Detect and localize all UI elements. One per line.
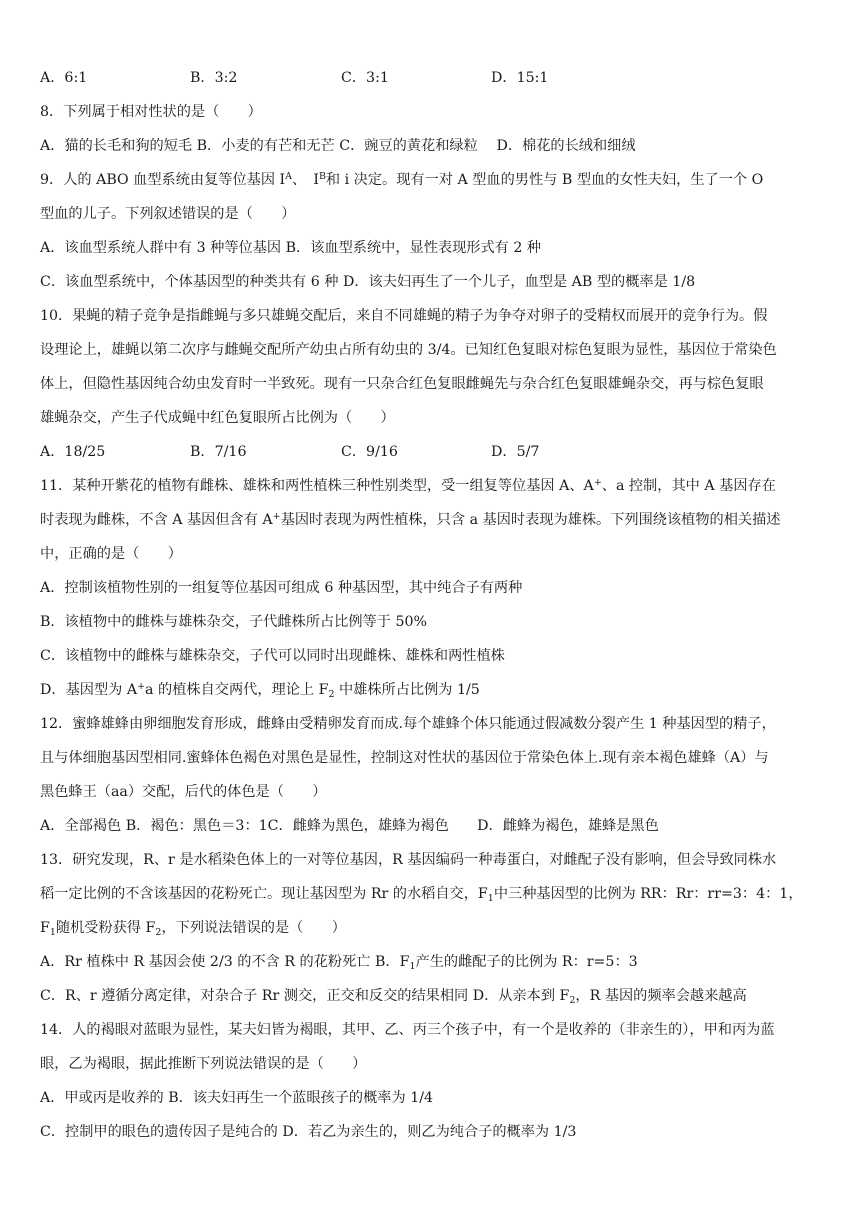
q11-option-d: D．基因型为 A+a 的植株自交两代，理论上 $F_2$ 中雄株所占比例为 1/5 [40,681,480,700]
q14-stem-line2: 眼，乙为褐眼，据此推断下列说法错误的是（ ） [40,1056,367,1072]
q11-option-b: B．该植物中的雌株与雄株杂交，子代雌株所占比例等于 50% [40,614,427,630]
q8-options: A．猫的长毛和狗的短毛 B．小麦的有芒和无芒 C．豌豆的黄花和绿粒 D．棉花的长绒和细绒 [40,138,636,154]
q11-stem-line2: 时表现为雌株，不含 A 基因但含有 A+基因时表现为两性植株，只含 a 基因时表现为雄株。下列围绕该植物的相关描述 [40,511,781,528]
q12-options: A．全部褐色 B．褐色：黑色＝3：1C．雌蜂为黑色，雄蜂为褐色 D．雌蜂为褐色，雄蜂是黑色 [40,818,659,834]
q9-options-ab: A．该血型系统人群中有 3 种等位基因 B．该血型系统中，显性表现形式有 2 种 [40,240,542,256]
q10-stem-line3: 体上，但隐性基因纯合幼虫发育时一半致死。现有一只杂合红色复眼雌蝇先与杂合红色复眼雄蝇杂交，再与棕色复眼 [40,376,764,392]
q7-option-a: A．6:1 [40,70,88,86]
q11-stem-line3: 中，正确的是（ ） [40,546,182,562]
q10-option-b: B．7/16 [190,444,247,460]
q10-option-d: D．5/7 [491,444,540,460]
q12-stem-line1: 12．蜜蜂雄蜂由卵细胞发育形成，雌蜂由受精卵发育而成.每个雄蜂个体只能通过假减数分裂产生 1 种基因型的精子， [40,716,776,732]
q10-stem-line1: 10．果蝇的精子竞争是指雌蝇与多只雄蝇交配后，来自不同雄蝇的精子为争夺对卵子的受精权而展开的竞争行为。假 [40,308,768,324]
q9-stem-line1: 9．人的 ABO 血型系统由复等位基因 $I^A$、 $I^B$和 i 决定。现有一对 A 型血的男性与 B 型血的女性夫妇，生了一个 O [40,171,764,188]
q11-option-c: C．该植物中的雌株与雄株杂交，子代可以同时出现雌株、雄株和两性植株 [40,648,505,664]
q7-option-c: C．3:1 [341,70,389,86]
q9-options-cd: C．该血型系统中，个体基因型的种类共有 6 种 D．该夫妇再生了一个儿子，血型是 AB 型的概率是 1/8 [40,274,696,290]
q12-stem-line2: 且与体细胞基因型相同.蜜蜂体色褐色对黑色是显性，控制这对性状的基因位于常染色体上.现有亲本褐色雄蜂（A）与 [40,750,769,766]
q9-stem-line2: 型血的儿子。下列叙述错误的是（ ） [40,206,296,222]
q10-stem-line4: 雄蝇杂交，产生子代成蝇中红色复眼所占比例为（ ） [40,410,395,426]
q13-stem-line3: $F_1$随机受粉获得 $F_2$，下列说法错误的是（ ） [40,920,346,938]
q10-option-c: C．9/16 [341,444,398,460]
q7-option-b: B．3:2 [190,70,238,86]
q13-stem-line1: 13．研究发现，R、r 是水稻染色体上的一对等位基因，R 基因编码一种毒蛋白，对雌配子没有影响，但会导致同株水 [40,852,777,868]
q11-option-a: A．控制该植物性别的一组复等位基因可组成 6 种基因型，其中纯合子有两种 [40,580,523,596]
q10-option-a: A．18/25 [40,444,106,460]
q13-stem-line2: 稻一定比例的不含该基因的花粉死亡。现让基因型为 Rr 的水稻自交，$F_1$中三种基因型的比例为 RR：Rr：rr=3：4：1， [40,886,803,904]
q13-options-ab: A．Rr 植株中 R 基因会使 2/3 的不含 R 的花粉死亡 B．$F_1$产生的雌配子的比例为 R：r=5：3 [40,954,638,972]
q13-options-cd: C．R、r 遵循分离定律，对杂合子 Rr 测交，正交和反交的结果相同 D．从亲本到 $F_2$，R 基因的频率会越来越高 [40,988,747,1006]
q14-stem-line1: 14．人的褐眼对蓝眼为显性，某夫妇皆为褐眼，其甲、乙、丙三个孩子中，有一个是收养的（非亲生的），甲和丙为蓝 [40,1022,775,1038]
q12-stem-line3: 黑色蜂王（aa）交配，后代的体色是（ ） [40,784,327,800]
q10-stem-line2: 设理论上，雄蝇以第二次序与雌蝇交配所产幼虫占所有幼虫的 3/4。已知红色复眼对棕色复眼为显性，基因位于常染色 [40,342,777,358]
q14-options-cd: C．控制甲的眼色的遗传因子是纯合的 D．若乙为亲生的，则乙为纯合子的概率为 1/3 [40,1124,577,1140]
q8-stem: 8．下列属于相对性状的是（ ） [40,104,262,120]
q11-stem-line1: 11．某种开紫花的植物有雌株、雄株和两性植株三种性别类型，受一组复等位基因 A、A+、a 控制，其中 A 基因存在 [40,477,776,494]
q14-options-ab: A．甲或丙是收养的 B．该夫妇再生一个蓝眼孩子的概率为 1/4 [40,1090,434,1106]
q7-option-d: D．15:1 [491,70,549,86]
